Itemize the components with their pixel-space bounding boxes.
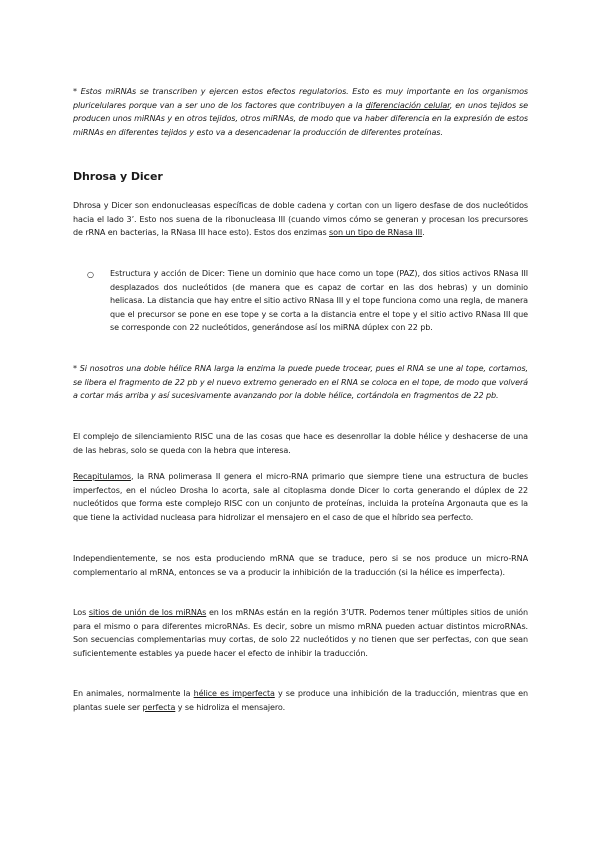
bullet-text: Estructura y acción de Dicer: Tiene un dominio que hace como un tope (PAZ), dos sitios activos RNasa III desplazados dos nucleótidos (de manera que es capaz de cortar en las dos hebras) y un dominio helicasa. La distancia que hay entre el sitio activo RNasa III y el tope funciona como una regla, de manera que el precursor se pone en ese tope y se corta a la distancia entre el tope y el sitio activo RNasa III que se corresponde con 22 nucleótidos, generándose así los miRNA dúplex con 22 pb.	[110, 269, 528, 333]
link-recapitulamos[interactable]: Recapitulamos	[73, 472, 131, 481]
bullet-circle-icon: ○	[87, 270, 94, 279]
paragraph-troceo: * Si nosotros una doble hélice RNA larga la enzima la puede puede trocear, pues el RNA se une al tope, cortamos, se libera el fragmento de 22 pb y el nuevo extremo generado en el RNA se coloca en el tope, de modo que volverá a cortar más arriba y así sucesivamente avanzando por la doble hélice, cortándola en fragmentos de 22 pb.	[73, 364, 528, 401]
link-rnasa-iii[interactable]: son un tipo de RNasa III	[329, 228, 423, 238]
paragraph-sitios-union: Los sitios de unión de los miRNAs en los mRNAs están en la región 3’UTR. Podemos tener múltiples sitios de unión para el mismo o para diferentes microRNAs. Es decir, sobre un mismo mRNA pueden actuar distintos microRNAs. Son secuencias complementarias muy cortas, de solo 22 nucleótidos y no tienen que ser perfectas, con que sean suficientemente estables ya puede hacer el efecto de inhibir la traducción.	[73, 608, 528, 658]
paragraph-recapitulamos: Recapitulamos, la RNA polimerasa II genera el micro-RNA primario que siempre tiene una estructura de bucles imperfectos, en el núcleo Drosha lo acorta, sale al citoplasma donde Dicer lo corta generando el dúplex de 22 nucleótidos que forma este complejo RISC con un conjunto de proteínas, incluida la proteína Argonauta que es la que tiene la actividad nucleasa para hidrolizar el mensajero en el caso de que el híbrido sea perfecto.	[73, 472, 528, 522]
section-heading: Dhrosa y Dicer	[73, 170, 163, 183]
paragraph-animales-plantas: En animales, normalmente la hélice es imperfecta y se produce una inhibición de la traducción, mientras que en plantas suele ser perfecta y se hidroliza el mensajero.	[73, 689, 528, 712]
paragraph-mirna-expression: * Estos miRNAs se transcriben y ejercen estos efectos regulatorios. Esto es muy importante en los organismos pluricelulares porque van a ser uno de los factores que contribuyen a la diferenciación celular, en unos tejidos se producen unos miRNAs y en otros tejidos, otros miRNAs, de modo que va haber diferencia en la expresión de estos miRNAs en diferentes tejidos y esto va a desencadenar la producción de diferentes proteínas.	[73, 87, 528, 137]
paragraph-risc: El complejo de silenciamiento RISC una de las cosas que hace es desenrollar la doble hélice y deshacerse de una de las hebras, solo se queda con la hebra que interesa.	[73, 432, 528, 455]
link-perfecta[interactable]: perfecta	[142, 702, 176, 712]
paragraph-independientemente: Independientemente, se nos esta produciendo mRNA que se traduce, pero si se nos produce un micro-RNA complementario al mRNA, entonces se va a producir la inhibición de la traducción (si la hélice es imperfecta).	[73, 554, 528, 577]
link-helice-imperfecta[interactable]: hélice es imperfecta	[193, 689, 275, 698]
link-sitios-union[interactable]: sitios de unión de los miRNAs	[88, 608, 207, 617]
paragraph-dhrosa-dicer: Dhrosa y Dicer son endonucleasas específicas de doble cadena y cortan con un ligero desfase de dos nucleótidos hacia el lado 3’. Esto nos suena de la ribonucleasa III (cuando vimos cómo se generan y procesan los precursores de rRNA en bacterias, la RNasa III hace esto). Estos dos enzimas son un tipo de RNasa III.	[73, 201, 528, 238]
link-diferenciacion-celular[interactable]: diferenciación celular	[365, 100, 450, 110]
